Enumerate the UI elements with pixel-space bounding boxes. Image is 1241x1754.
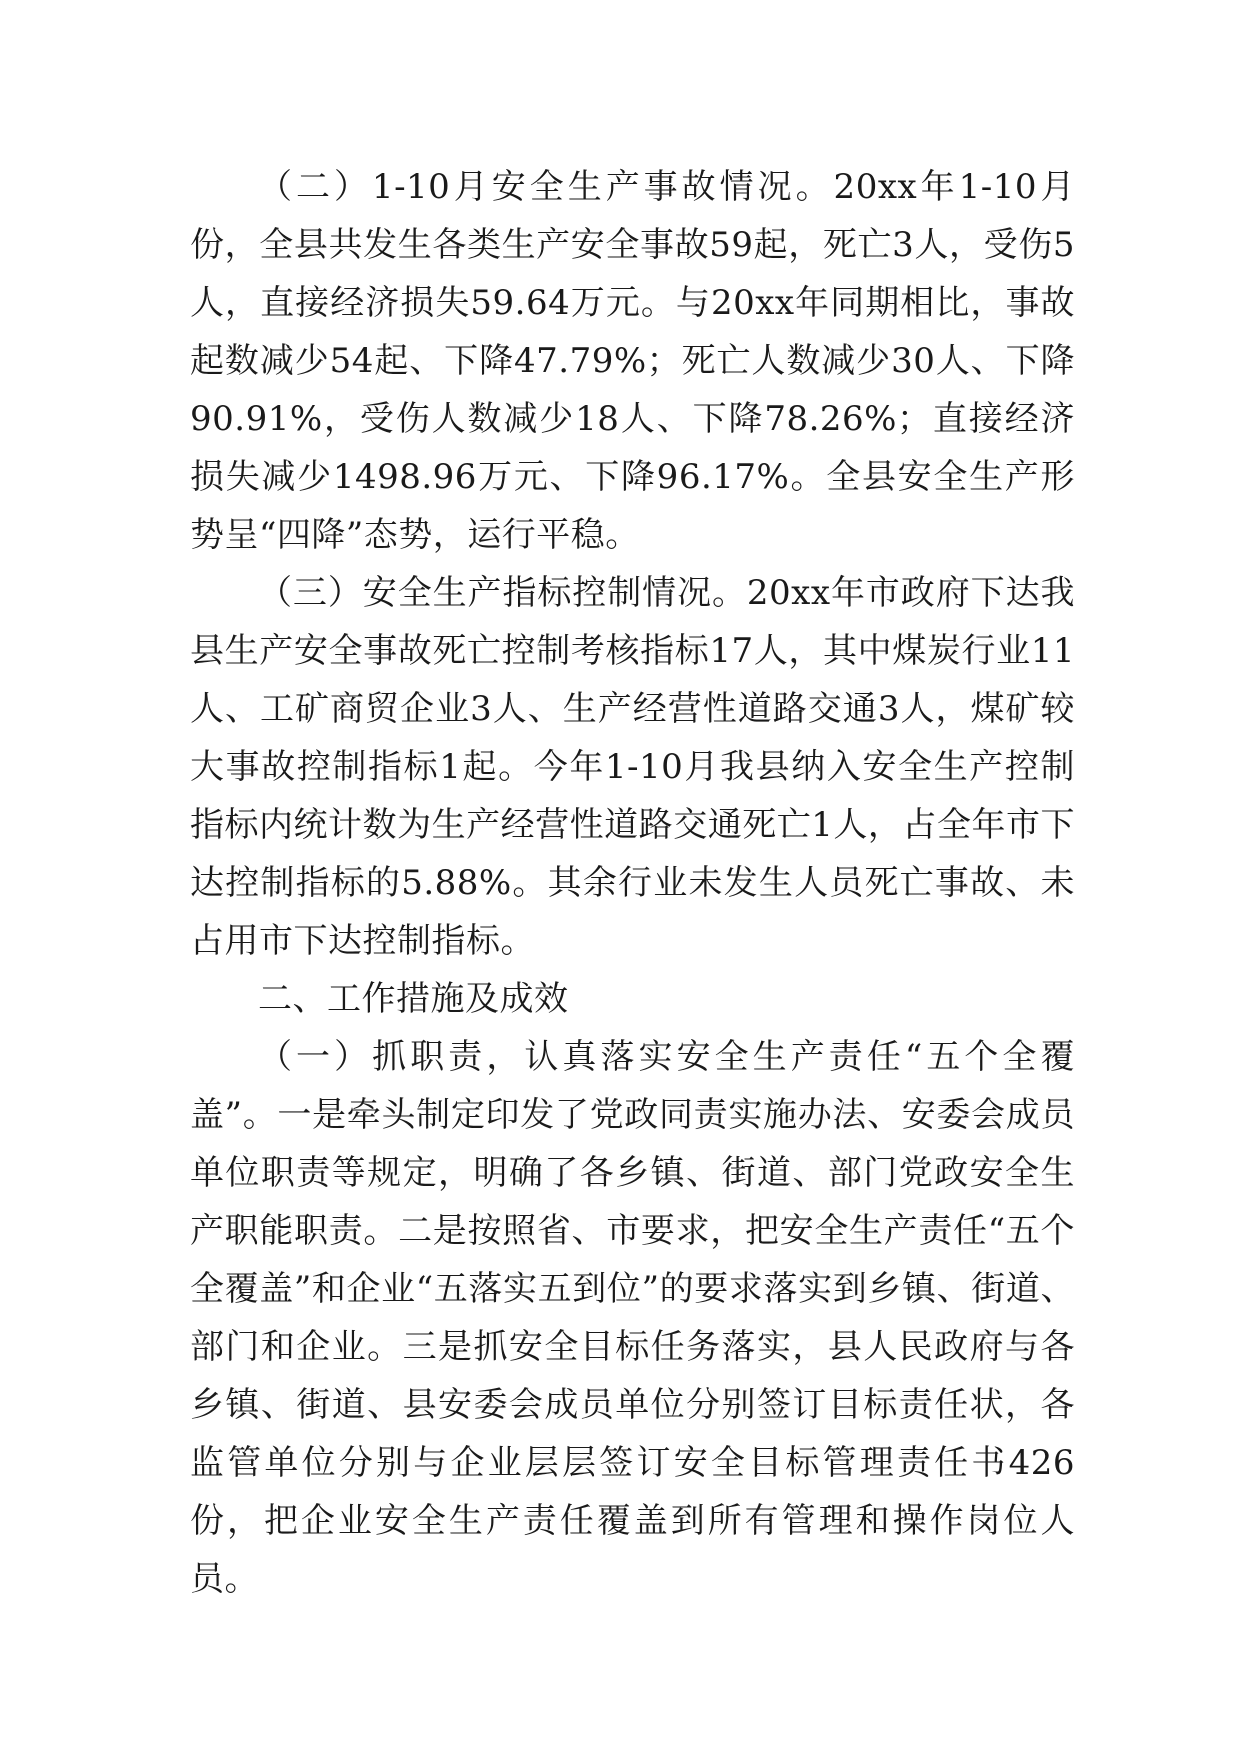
section-heading-measures: 二、工作措施及成效 [258, 979, 569, 1019]
paragraph-accident-statistics: （二）1-10月安全生产事故情况。20xx年1-10月份，全县共发生各类生产安全事故59起，死亡3人，受伤5人，直接经济损失59.64万元。与20xx年同期相比，事故起数减少54起、下降47.79%；死亡人数减少30人、下降90.91%，受伤人数减少18人、下降78.26%；直接经济损失减少1498.96万元、下降96.17%。全县安全生产形势呈“四降”态势，运行平稳。 [190, 167, 1075, 555]
paragraph-responsibility: （一）抓职责，认真落实安全生产责任“五个全覆盖”。一是牵头制定印发了党政同责实施办法、安委会成员单位职责等规定，明确了各乡镇、街道、部门党政安全生产职能职责。二是按照省、市要求，把安全生产责任“五个全覆盖”和企业“五落实五到位”的要求落实到乡镇、街道、部门和企业。三是抓安全目标任务落实，县人民政府与各乡镇、街道、县安委会成员单位分别签订目标责任状，各监管单位分别与企业层层签订安全目标管理责任书426份，把企业安全生产责任覆盖到所有管理和操作岗位人员。 [190, 1037, 1075, 1599]
paragraph-indicator-control: （三）安全生产指标控制情况。20xx年市政府下达我县生产安全事故死亡控制考核指标17人，其中煤炭行业11人、工矿商贸企业3人、生产经营性道路交通3人，煤矿较大事故控制指标1起。今年1-10月我县纳入安全生产控制指标内统计数为生产经营性道路交通死亡1人，占全年市下达控制指标的5.88%。其余行业未发生人员死亡事故、未占用市下达控制指标。 [190, 573, 1075, 961]
document-body [190, 158, 1075, 1608]
